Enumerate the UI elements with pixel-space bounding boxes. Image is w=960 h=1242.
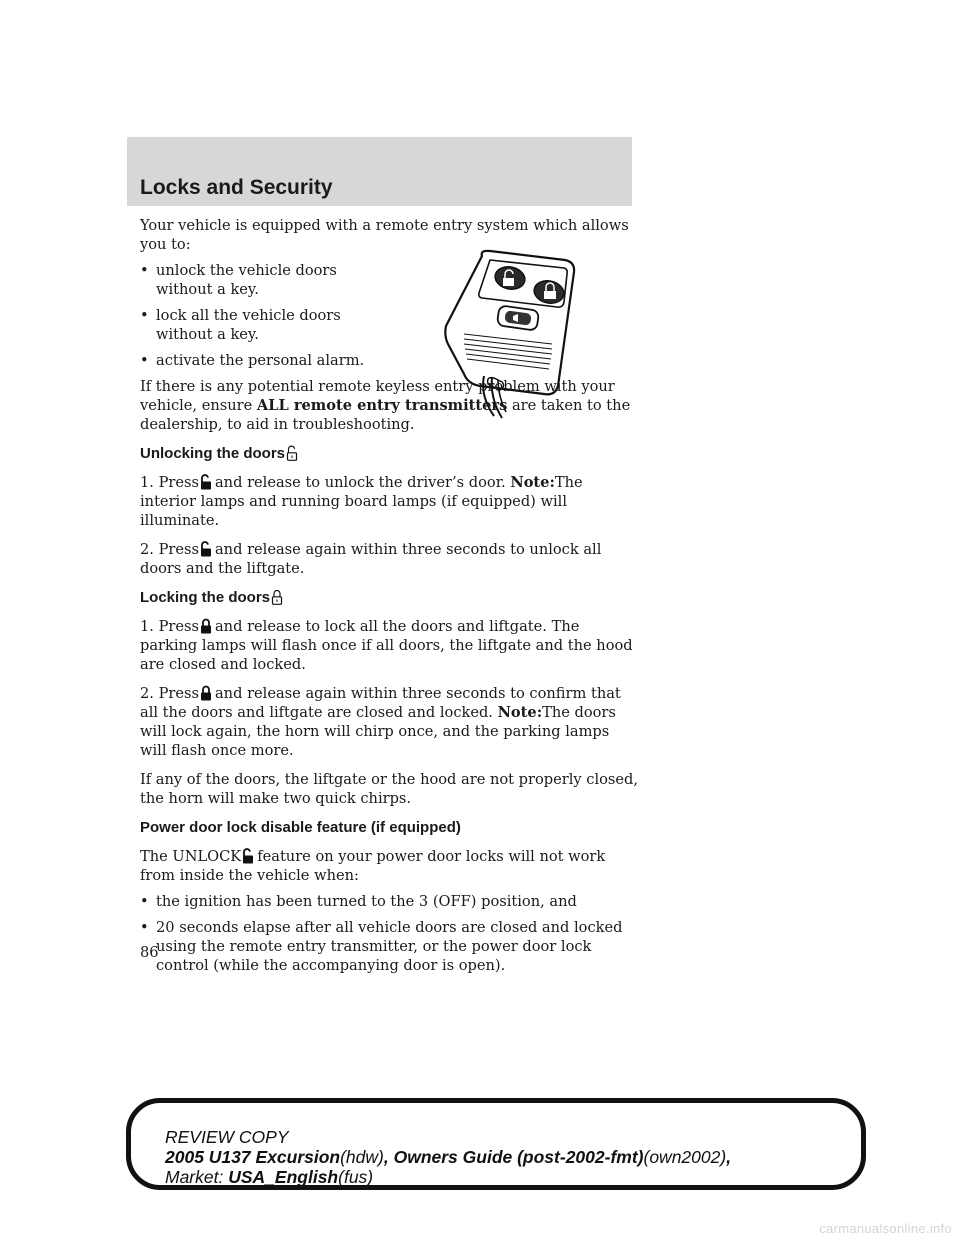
unlocking-step-2 xyxy=(140,540,640,578)
watermark: carmanualsonline.info xyxy=(819,1221,952,1236)
review-line-2-tail: , xyxy=(726,1147,732,1167)
page-body xyxy=(140,216,640,982)
review-line-1: REVIEW COPY xyxy=(165,1127,289,1147)
lock-icon xyxy=(200,618,212,634)
disable-text-end: feature on your power door locks will not work from inside the vehicle when: xyxy=(140,848,606,884)
review-market-code: (fus) xyxy=(338,1167,374,1187)
list-item xyxy=(140,351,385,370)
review-guide: , Owners Guide (post-2002-fmt) xyxy=(383,1147,644,1167)
locking-heading-text: Locking the doors xyxy=(140,589,271,606)
unlocking-step-1 xyxy=(140,473,640,530)
disable-heading: Power door lock disable feature (if equipped) xyxy=(140,819,461,836)
note-text: The doors will lock again, the horn will chirp once, and the parking lamps will flash once more. xyxy=(140,704,616,759)
review-market-label: Market: xyxy=(165,1167,224,1187)
list-item xyxy=(140,892,640,911)
locking-step-1 xyxy=(140,617,640,674)
note-text: The interior lamps and running board lamps (if equipped) will illuminate. xyxy=(140,474,583,529)
list-item-text: lock all the vehicle doors without a key. xyxy=(156,307,341,343)
step-label: 2. Press xyxy=(140,541,199,558)
troubleshoot-text: If there is any potential remote keyless entry problem with your vehicle, ensure xyxy=(140,378,615,414)
review-market: USA_English xyxy=(228,1167,339,1187)
note-label: Note: xyxy=(510,474,555,491)
troubleshoot-paragraph xyxy=(140,377,640,434)
step-text: and release to unlock the driver’s door. xyxy=(214,474,506,491)
step-label: 1. Press xyxy=(140,618,199,635)
review-model-code: (hdw) xyxy=(340,1147,384,1167)
list-item xyxy=(140,918,640,975)
lock-icon xyxy=(271,589,283,605)
locking-step-2 xyxy=(140,684,640,760)
list-item xyxy=(140,306,385,344)
list-item-text: 20 seconds elapse after all vehicle doors are closed and locked using the remote entry transmitter, or the power door lock control (while the accompanying door is open). xyxy=(156,919,623,974)
page-number: 86 xyxy=(140,944,159,961)
bullet-glyph: • xyxy=(140,893,149,910)
unlocking-heading xyxy=(140,444,640,463)
list-item xyxy=(140,261,385,299)
disable-paragraph xyxy=(140,847,640,885)
bullet-glyph: • xyxy=(140,307,149,324)
locking-heading xyxy=(140,588,640,607)
list-item-text: activate the personal alarm. xyxy=(156,352,365,369)
bullet-glyph: • xyxy=(140,919,149,936)
step-text: and release to lock all the doors and liftgate. The parking lamps will flash once if all doors, the liftgate and the hood are closed and locked. xyxy=(140,618,633,673)
troubleshoot-text-end: are taken to the dealership, to aid in troubleshooting. xyxy=(140,397,631,433)
unlock-icon xyxy=(242,848,254,864)
disable-conditions-list xyxy=(140,892,640,975)
list-item-text: unlock the vehicle doors without a key. xyxy=(156,262,337,298)
troubleshoot-emphasis: ALL remote entry transmitters xyxy=(256,397,508,414)
step-label: 1. Press xyxy=(140,474,199,491)
step-text: and release again within three seconds to unlock all doors and the liftgate. xyxy=(140,541,602,577)
lock-icon xyxy=(200,685,212,701)
step-label: 2. Press xyxy=(140,685,199,702)
disable-text: The UNLOCK xyxy=(140,848,242,865)
bullet-glyph: • xyxy=(140,262,149,279)
intro-paragraph: Your vehicle is equipped with a remote entry system which allows you to: xyxy=(140,217,629,253)
review-copy-notice xyxy=(165,1127,731,1187)
unlock-icon xyxy=(200,541,212,557)
list-item-text: the ignition has been turned to the 3 (OFF) position, and xyxy=(156,893,577,910)
review-line-3 xyxy=(165,1167,731,1187)
bullet-glyph: • xyxy=(140,352,149,369)
review-model: 2005 U137 Excursion xyxy=(165,1147,341,1167)
review-line-2 xyxy=(165,1147,731,1167)
unlock-icon xyxy=(286,445,298,461)
unlock-icon xyxy=(200,474,212,490)
section-title: Locks and Security xyxy=(140,176,333,199)
locking-warning: If any of the doors, the liftgate or the hood are not properly closed, the horn will make two quick chirps. xyxy=(140,771,639,807)
note-label: Note: xyxy=(497,704,543,721)
step-text: and release again within three seconds to confirm that all the doors and liftgate are closed and locked. xyxy=(140,685,621,721)
feature-list xyxy=(140,261,385,370)
unlocking-heading-text: Unlocking the doors xyxy=(140,445,286,462)
review-guide-code: (own2002) xyxy=(643,1147,727,1167)
